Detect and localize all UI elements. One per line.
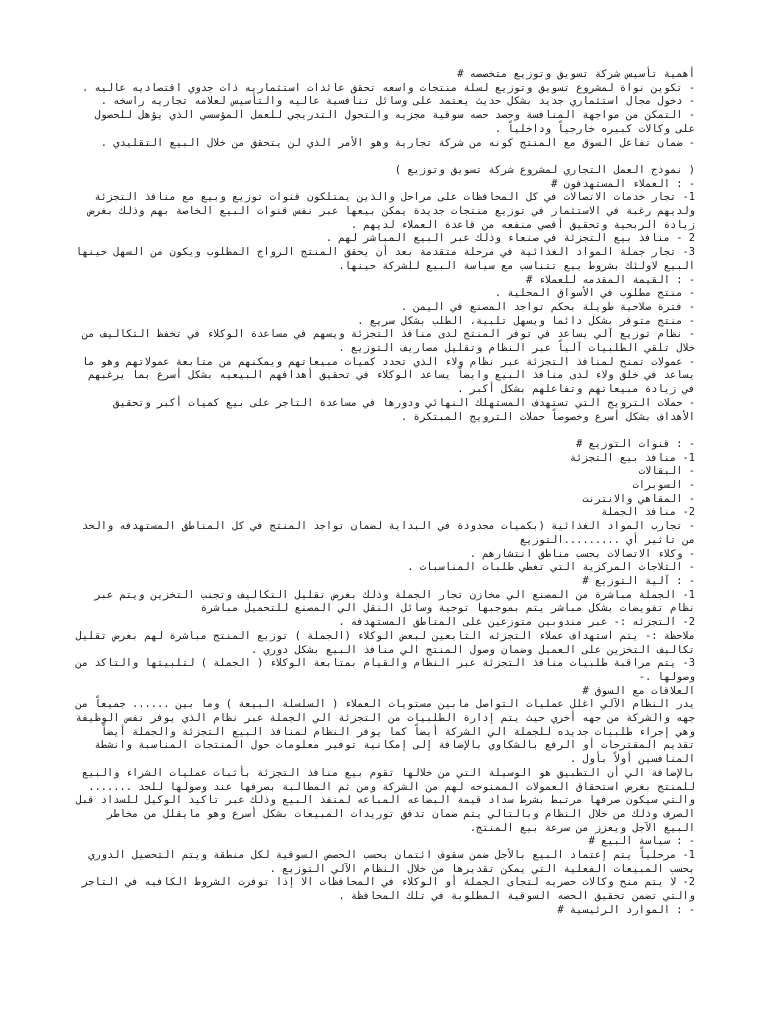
document-line: - فترة صلاحية طويلة بحكم تواجد المصنع في اليمن . — [400, 300, 695, 313]
document-line: - : سياسة البيع # — [588, 835, 695, 848]
document-line: - البقالات — [638, 465, 695, 478]
document-line: - : آلية التوزيع # — [582, 574, 695, 587]
document-line: - الثلاجات المركزية التي تغطي طلبات المناسبات . — [407, 561, 695, 574]
document-line: - وكلاء الاتصالات بحسب مناطق انتشارهم . — [469, 547, 695, 560]
document-line: 1- الجملة مباشرة من المصنع الي مخازن تجار الجملة وذلك بغرض تقليل التكاليف وتجنب التخزين ويتم عبر نظام تفويضات بشكل مباشر يتم بموجبها توجية وسائل النقل الي المصنع للتحميل مباشرة — [88, 588, 695, 615]
document-line: - تجارب المواد الغذائية (بكميات محدودة في البداية لضمان تواجد المنتج في كل المناطق المستهدفه والحد من تاثير أي .........التوزيع — [75, 520, 695, 546]
document-line: 1- تجار خدمات الاتصالات في كل المحافظات على مراحل والذين يمتلكون قنوات توزيع وبيع مع منافذ التجزئة ولديهم رغبة في الاستثمار في توزيع منتجات جديدة يمكن بيعها عبر نفس قنوات البيع الخاصة بهم وذلك بغرض زيادة الربحية وتحقيق أقصي منفعه من قاعدة العملاء لديهم . — [81, 191, 695, 231]
document-line: 1- منافذ بيع التجزئة — [569, 451, 695, 464]
document-line: 2 - منافذ بيع التجزئة في صنعاء وذلك عبر البيع المباشر لهم . — [325, 232, 695, 245]
document-line: 3- يتم مراقبة طلبيات منافذ التجزئة عبر النظام والقيام بمتابعة الوكلاء ( الجملة ) لتلبيتها والتاكد من وصولها .- — [69, 657, 695, 683]
document-line: - : القيمة المقدمه للعملاء # — [526, 273, 695, 286]
document-line: - تكوين نواة لمشروع تسويق وتوزيع لسلة منتجات واسعه تحقق عائدات استثماريه ذات جدوي اقتصاديه عاليه . — [81, 81, 695, 94]
document-line: 1- مرحلياً يتم إعتماد البيع بالأجل ضمن سقوف ائتمان بحسب الحصص السوقية لكل منطقة ويتم التحصيل الدوري بحسب المبيعات الفعلية التي يمكن تقديرها من خلال النظام الآلي التوزيع . — [81, 849, 695, 875]
document-line: - التمكن من مواجهة المنافسة وحصد حصه سوقية مجزيه والتحول التدريجي للعمل المؤسسي الذي يؤهل للحصول على وكالات كبيره خارجياً وداخلياً . — [88, 109, 695, 135]
document-line: 3- تجار جملة المواد الغذائية في مرحلة متقدمة بعد أن يحقق المنتج الرواج المطلوب ويكون من السهل حينها البيع لاولئك بشروط بيع تتناسب مع سياسة البيع للشركة حينها. — [69, 246, 695, 272]
document-line: ملاحظة :- يتم استهداف عملاء التجزئه التابعين لبعض الوكلاء (الجملة ) توزيع المنتج مباشرة لهم بغرض تقليل تكاليف التخزين على العميل وضمان وصول المنتج الي منافذ البيع بشكل دوري . — [69, 629, 695, 656]
blank-line — [70, 424, 695, 438]
document-line: - : العملاء المستهدفون # — [551, 177, 695, 190]
document-line: - دخول مجال استثماري جديد بشكل حديث يعتمد على وسائل تنافسية عاليه والتأسيس لعلامه تجاريه راسخه . — [100, 95, 695, 108]
document-body — [70, 68, 695, 918]
document-line: يدر النظام الآلي اغلل عمليات التواصل مابين مستويات العملاء ( السلسلة البيعة ) وما بين ...... جميعاً من جهه والشركة من جهه أخري حيث يتم إدارة الطلبيات من التجزئة الي الجملة عبر نظام الذي يوفر نفس الوظيفة وهي إجراء طلبيات جديده للجملة الي الشركة أيضاً كما يوفر النظام لمنافذ البيع التجزئة والجملة أيضاً تقديم المقترحات أو الرفع بالشكاوي بالإضافة إلى إمكانية توفير معلومات حول المنتجات المناسبة وانشطة المنافسين أولاً بأول . — [69, 698, 695, 766]
document-line: 2- منافذ الجملة — [601, 506, 695, 519]
document-line: - السوبرات — [632, 479, 695, 492]
document-line: - المقاهي والانترنت — [582, 492, 695, 505]
document-line: 2- التجزئه :- عبر مندوبين متوزعين على المناطق المستهدفه . — [338, 616, 695, 629]
document-line: ( نموذج العمل التجاري لمشروع شركة تسويق وتوزيع ) — [394, 163, 695, 176]
document-line: بالإضافة الي أن التطبيق هو الوسيلة التي من خلالها تقوم بيع منافذ التجزئة بأثبات عمليات الشراء والبيع للمنتج بغرض استحقاق العمولات الممنوحه لهم من الشركة ومن ثم المطالبة بصرفها عند وصولها للحد ....... والتي سيكون صرفها مرتبط بشرط سداد قيمة البضاعه المباعه لمنفذ البيع وذلك عبر تاكيد الوكيل للسداد قبل الصرف وذلك من خلال النظام وبالتالي يتم ضمان تدفق توريدات المبيعات بشكل أسرع وهو مايقلل من مخاطر البيع الآجل ويعزز من سرعة بيع المنتج. — [69, 766, 695, 834]
document-line: - نظام توزيع آلي يساعد في توفر المنتج لدى منافذ التجزئة ويسهم في مساعدة الوكلاء في تخفظ التكاليف من خلال تلقي الطلبيات آلياً عبر النظام وتقليل مصاريف التوزيع . — [75, 328, 695, 355]
document-line: - حملات الترويج التي تستهدف المستهلك النهائي ودورها في مساعدة التاجر على بيع كميات أكبر وتحقيق الأهداف بشكل أسرع وخصوصاً حملات الترويج المبتكرة . — [106, 396, 695, 423]
document-line: - منتج متوفر بشكل دائما ويسهل تلبية، الطلب بشكل سريع . — [357, 314, 695, 327]
document-line: أهمية تأسيس شركة تسويق وتوزيع متخصصه # — [457, 68, 695, 80]
document-line: - ضمان تفاعل السوق مع المنتج كونه من شركة تجارية وهو الأمر الذي لن يتحقق من خلال البيع التقليدي . — [100, 136, 695, 149]
document-line: - : الموارد الرئيسية # — [557, 903, 695, 916]
document-line: - : قنوات التوزيع # — [576, 437, 695, 450]
document-line: 2- لا يتم منح وكالات حصريه لتجاى الجملة أو الوكلاء في المحافظات الا إذا توفرت الشروط الكافيه في التاجر والتي تضمن تحقيق الحصه السوقية المطلوبة في تلك المحافظة . — [75, 876, 695, 903]
document-line: - عمولات تمنح لمنافذ التجزئة عبر نظام ولاء الذي تحدد كميات مبيعاتهم ويمكنهم من متابعة عمولاتهم وهو ما يساعد في خلق ولاء لدى منافذ البيع وايضاً يساعد الوكلاء في تحقيق أهدافهم البيعيه بشكل أسرع بما يرغبهم في زيادة مبيعاتهم وتفاعلهم بشكل أكبر . — [75, 355, 695, 396]
document-line: العلاقات مع السوق # — [582, 684, 695, 697]
document-line: - منتج مطلوب في الأسواق المحلية . — [494, 287, 695, 300]
blank-line — [70, 150, 695, 164]
